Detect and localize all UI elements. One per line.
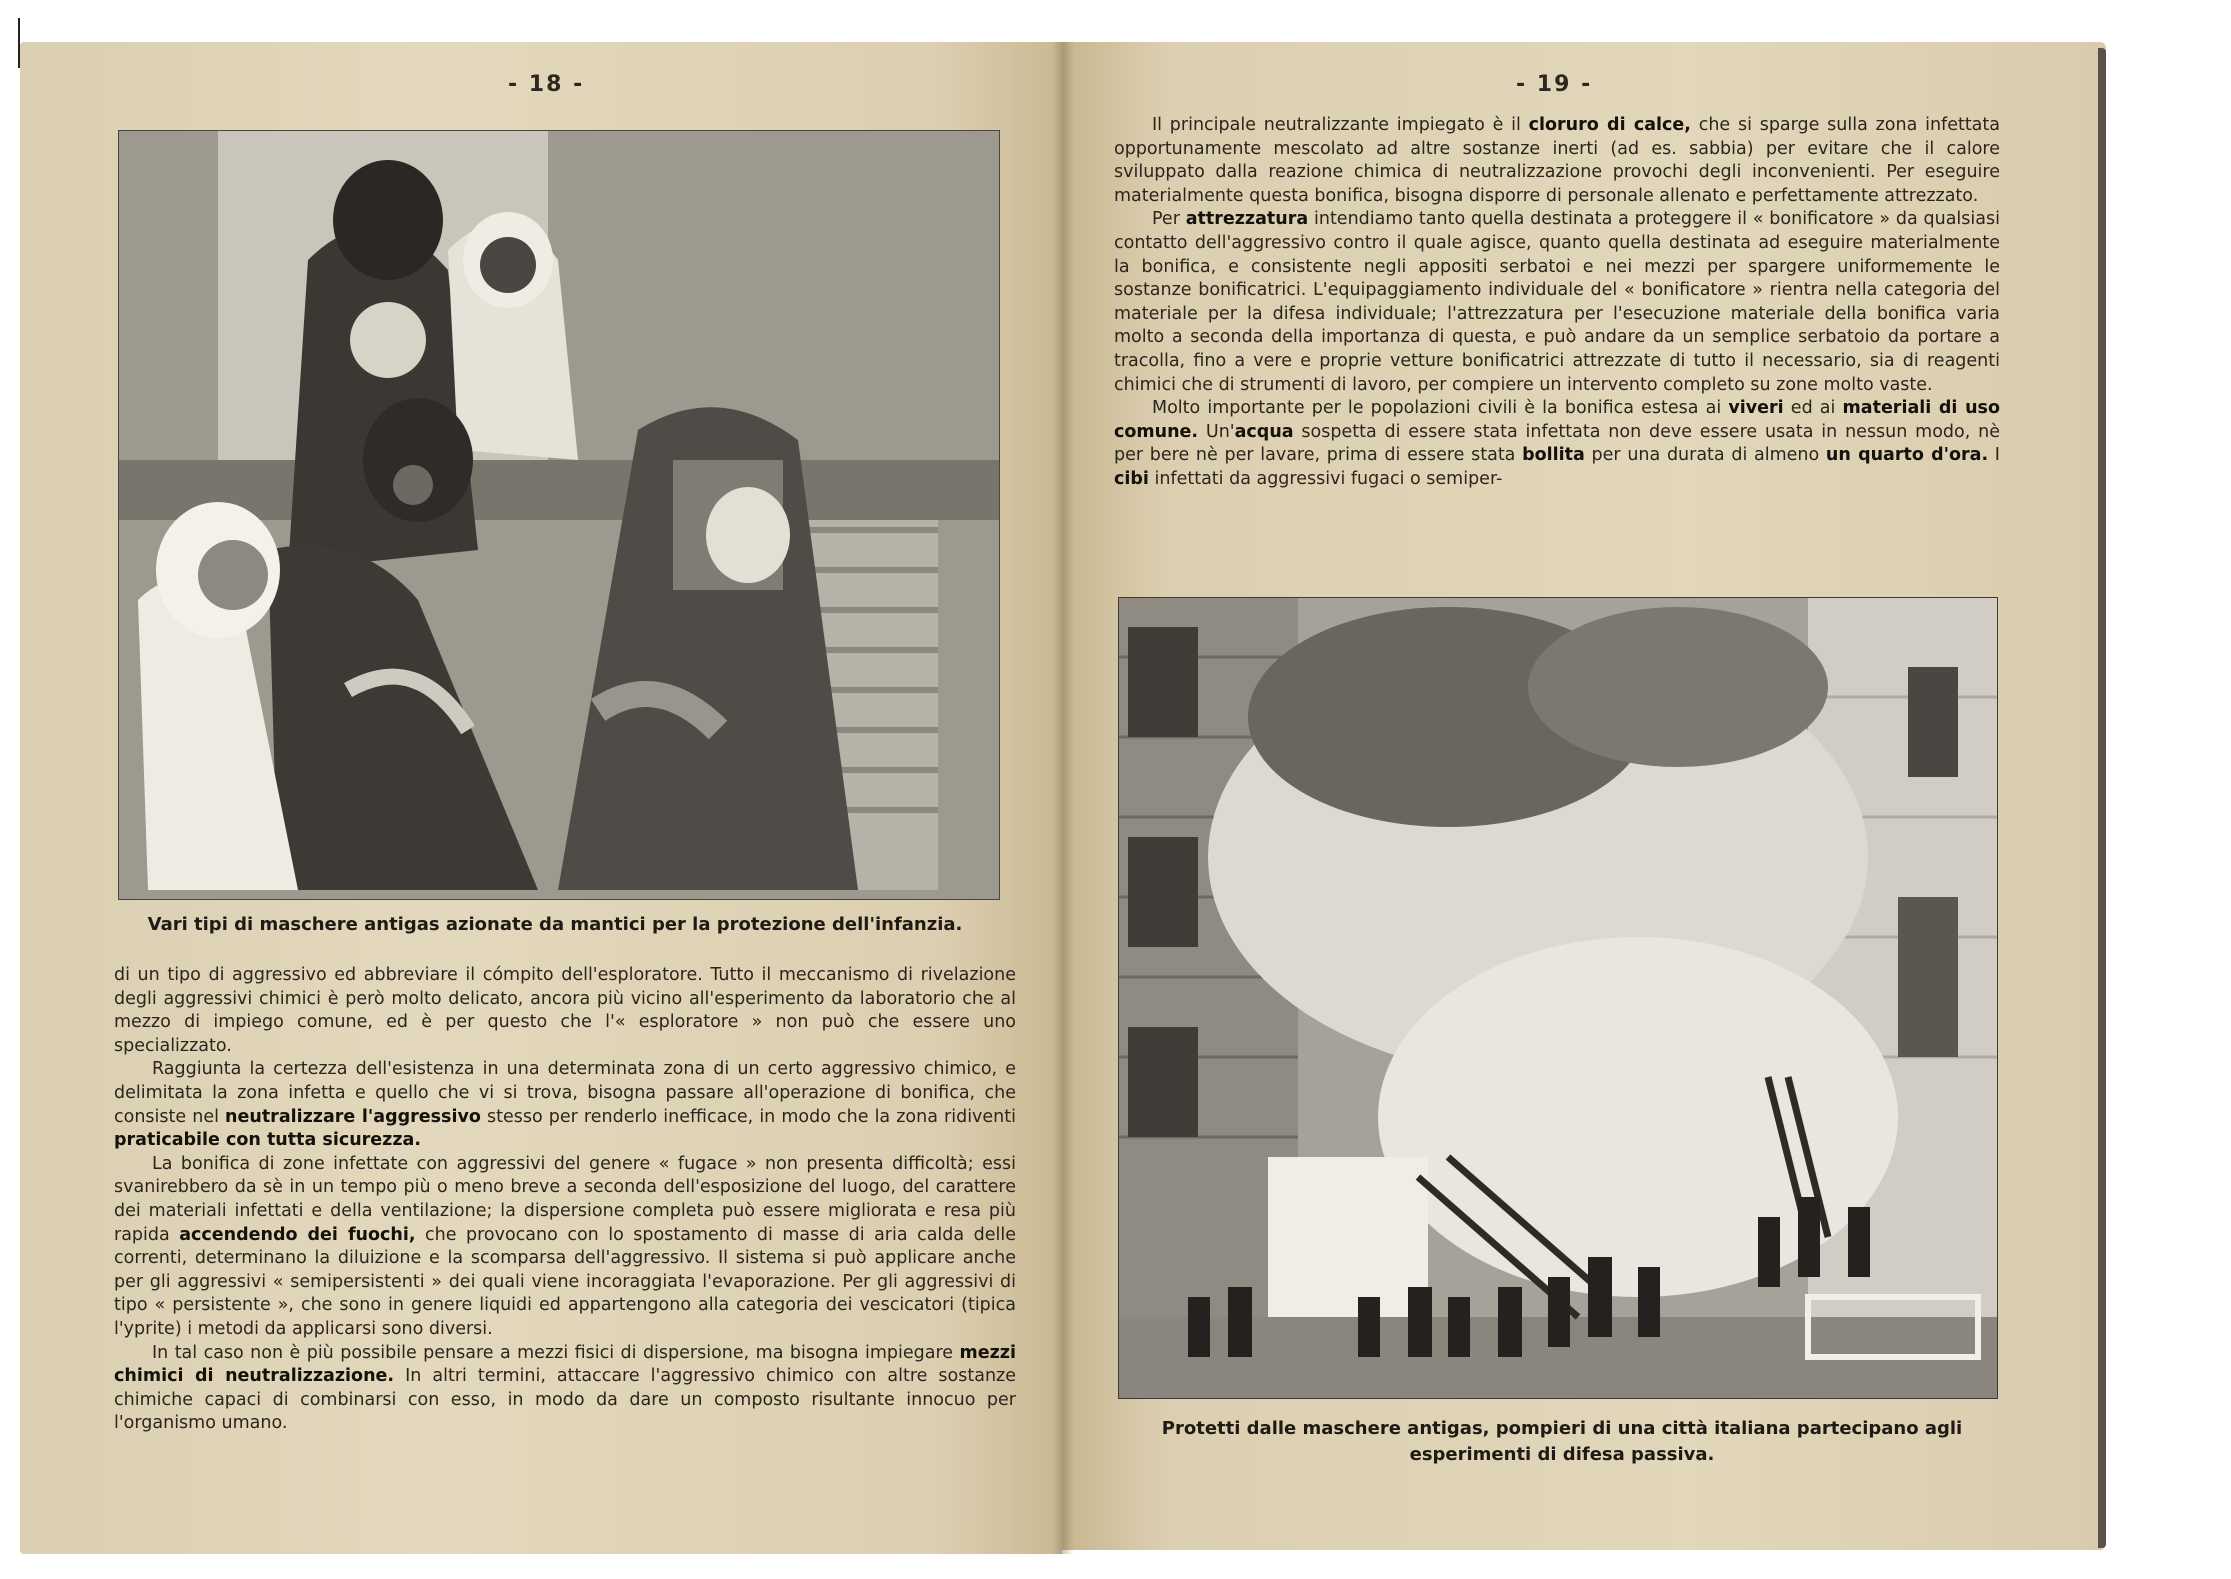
paragraph (1114, 397, 2000, 491)
bold-phrase: viveri (1728, 398, 1784, 419)
text-run: sospetta di essere stata infettata non deve essere usata in nessun modo, nè per bere nè per lavare, prima di essere stata (1114, 421, 2000, 466)
photo-gas-masks-children (118, 130, 1000, 900)
bold-phrase: neutralizzare l'aggressivo (225, 1106, 481, 1127)
body-text-right (1114, 114, 2000, 492)
right-page (1062, 42, 2106, 1550)
page-number-left: - 18 - (508, 72, 585, 97)
bold-phrase: attrezzatura (1185, 209, 1309, 230)
bold-phrase: acqua (1234, 421, 1294, 442)
text-run: ed ai (1783, 398, 1843, 419)
text-run: intendiamo tanto quella destinata a proteggere il « bonificatore » da qualsiasi contatto dell'aggressivo contro il quale agisce, quanto quella destinata ad eseguire materialmente la bonifica, e consistente negli appositi serbatoi e nei mezzi per spargere uniformemente le sostanze bonificatrici. L'equipaggiamento individuale del « bonificatore » rientra nella categoria del materiale per la difesa individuale; l'attrezzatura per l'esecuzione materiale della bonifica varia molto a seconda della importanza di questa, e può andare da un semplice serbatoio da portare a tracolla, fino a vere e proprie vetture bonificatrici attrezzate di tutto il necessario, sia di reagenti chimici che di strumenti di lavoro, per compiere un intervento completo su zone molto vaste. (1114, 209, 2000, 395)
text-run: di un tipo di aggressivo ed abbreviare il cómpito dell'esploratore. Tutto il meccanismo di rivelazione degli aggressivi chimici è però molto delicato, ancora più vicino all'esperimento da laboratorio che al mezzo di impiego comune, ed è per questo che l'« esploratore » non può che essere uno specializzato. (114, 965, 1016, 1056)
bold-phrase: accendendo dei fuochi, (179, 1224, 416, 1245)
paragraph (1114, 208, 2000, 397)
photo-firemen-smoke-illustration (1118, 597, 1998, 1399)
bold-phrase: cibi (1114, 468, 1149, 489)
text-run: In tal caso non è più possibile pensare a mezzi fisici di dispersione, ma bisogna impiegare (152, 1342, 960, 1363)
photo-gas-masks-children-illustration (118, 130, 1000, 900)
text-run: In altri termini, attaccare l'aggressivo chimico con altre sostanze chimiche capaci di combinarsi con esso, in modo da dare un composto risultante innocuo per l'organismo umano. (114, 1366, 1017, 1434)
text-run: La bonifica di zone infettate con aggressivi del genere « fugace » non presenta difficoltà; essi svanirebbero da sè in un tempo più o meno breve a seconda dell'esposizione del luogo, del carattere dei materiali infettati e della ventilazione; la dispersione completa può essere migliorata e resa più rapida (114, 1153, 1016, 1245)
page-edge-shadow (2098, 48, 2106, 1548)
paragraph (114, 1153, 1016, 1342)
bold-phrase: un quarto d'ora. (1825, 445, 1989, 466)
text-run: I (1988, 445, 2000, 466)
text-run: Molto importante per le popolazioni civili è la bonifica estesa ai (1152, 398, 1729, 419)
photo-caption-right: Protetti dalle maschere antigas, pompieri di una città italiana partecipano agli esperimenti di difesa passiva. (1161, 1418, 1963, 1465)
text-run: infettati da aggressivi fugaci o semiper- (1148, 468, 1503, 489)
photo-caption-left: Vari tipi di maschere antigas azionate da mantici per la protezione dell'infanzia. (147, 914, 963, 935)
text-run: Un' (1198, 421, 1235, 442)
bold-phrase: cloruro di calce, (1528, 115, 1691, 135)
text-run: stesso per renderlo inefficace, in modo che la zona ridiventi (480, 1106, 1016, 1127)
body-text-left (114, 964, 1016, 1436)
text-run: che si sparge sulla zona infettata opportunamente mescolato ad altre sostanze inerti (ad es. sabbia) per evitare che il calore sviluppato dalla reazione chimica di neutralizzazione provochi degli inconvenienti. Per eseguire materialmente questa bonifica, bisogna disporre di personale allenato e perfettamente attrezzato. (1114, 115, 2000, 206)
bold-phrase: mezzi chimici di neutralizzazione. (114, 1342, 1016, 1387)
text-run: che provocano con lo spostamento di masse di aria calda delle correnti, determinano la diluizione e la scomparsa dell'aggressivo. Il sistema si può applicare anche per gli aggressivi « semipersistenti » dei quali viene incoraggiata l'evaporazione. Per gli aggressivi di tipo « persistente », che sono in genere liquidi ed appartengono alla categoria dei vescicatori (tipica l'yprite) i metodi da applicarsi sono diversi. (114, 1224, 1016, 1339)
bold-phrase: bollita (1522, 445, 1585, 466)
text-run: per una durata di almeno (1584, 445, 1826, 466)
paragraph (114, 1058, 1016, 1152)
text-run: Il principale neutralizzante impiegato è il (1152, 115, 1529, 135)
paragraph (114, 1342, 1016, 1436)
text-run: Per (1152, 209, 1186, 230)
paragraph (1114, 114, 2000, 208)
bold-phrase: materiali di uso comune. (1114, 398, 2000, 442)
photo-firemen-smoke (1118, 597, 1998, 1399)
book-spine-shadow (1052, 42, 1074, 1554)
paragraph (114, 964, 1016, 1058)
left-page (20, 42, 1062, 1554)
bold-phrase: praticabile con tutta sicurezza. (114, 1130, 421, 1151)
page-number-right: - 19 - (1516, 72, 1593, 97)
text-run: Raggiunta la certezza dell'esistenza in una determinata zona di un certo aggressivo chimico, e delimitata la zona infetta e quello che vi si trova, bisogna passare all'operazione di bonifica, che consiste nel (114, 1059, 1016, 1127)
